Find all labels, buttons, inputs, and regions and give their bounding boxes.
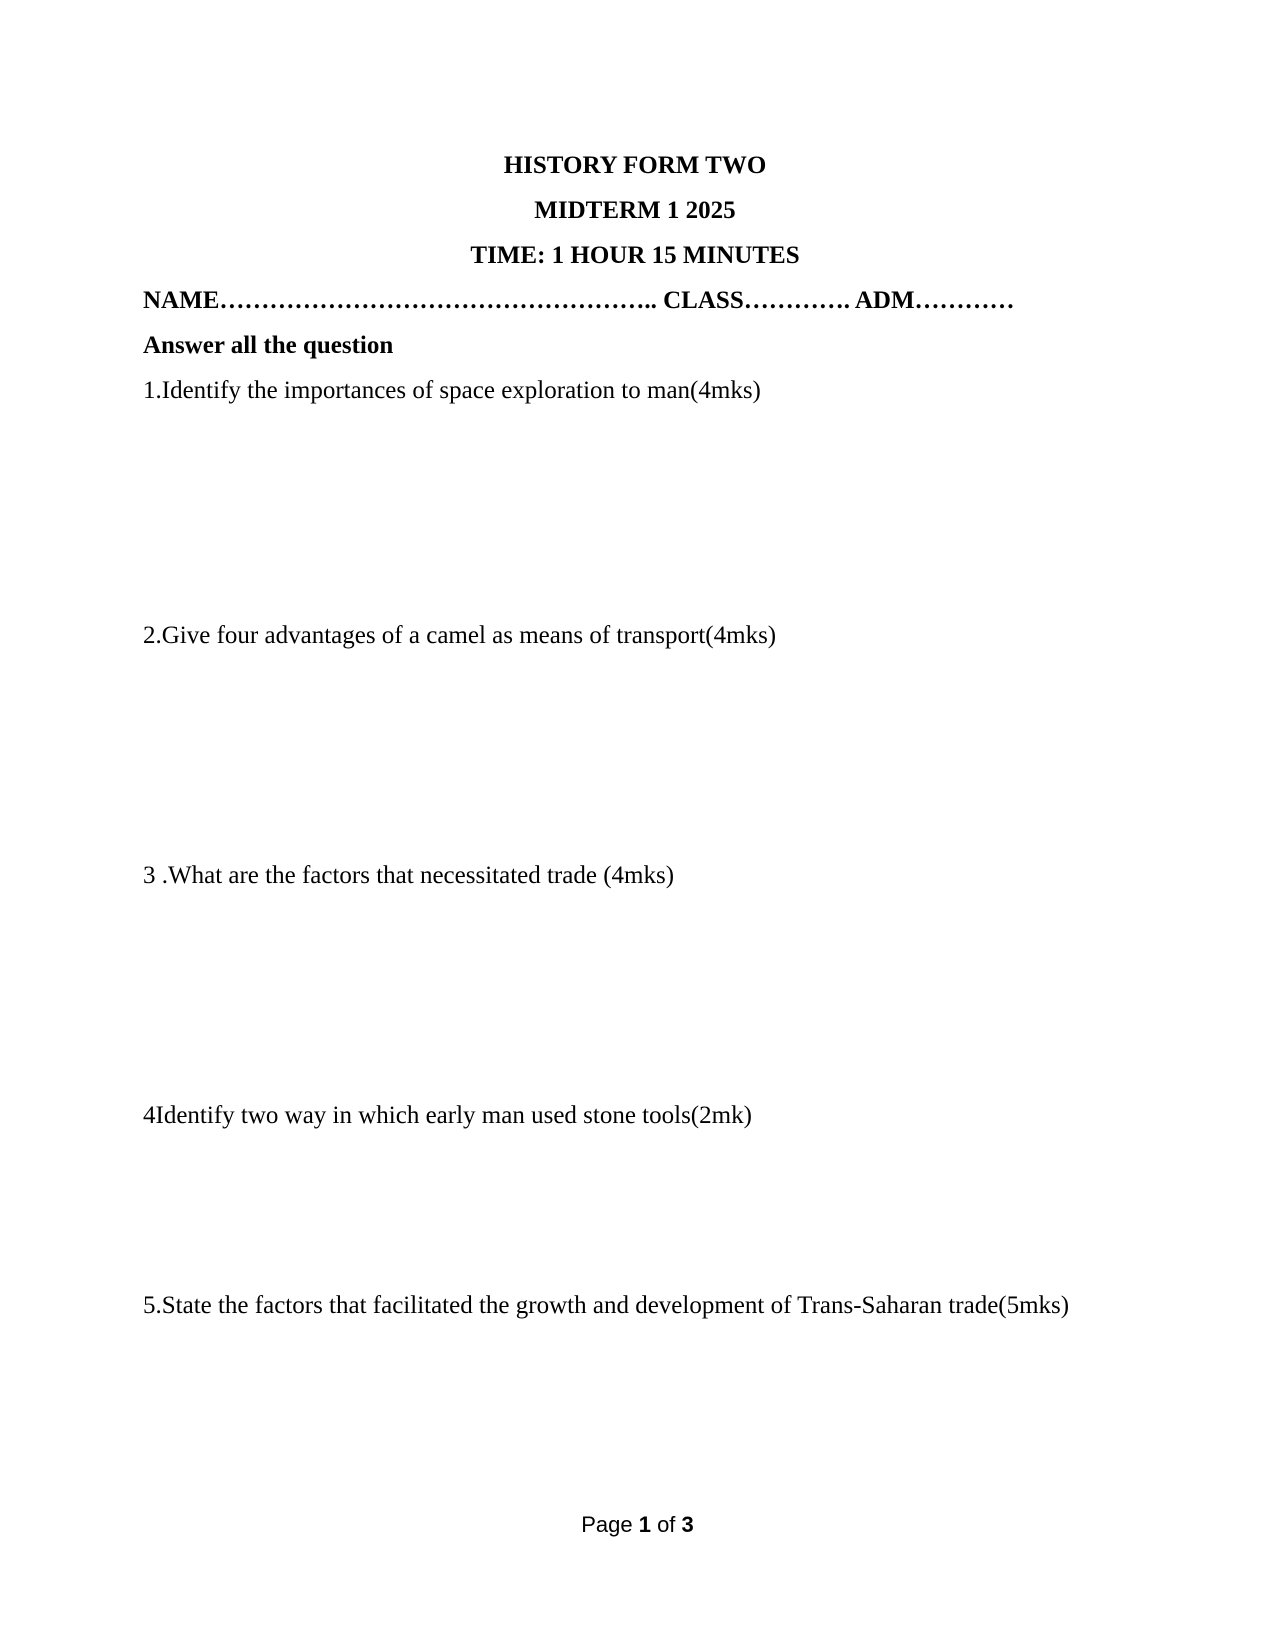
exam-term: MIDTERM 1 2025 — [534, 197, 736, 224]
student-info-line: NAME…………………………………………….. CLASS…………. ADM………… — [143, 287, 1015, 314]
footer-total-pages: 3 — [681, 1512, 694, 1537]
page-footer — [0, 1508, 1275, 1541]
exam-title: HISTORY FORM TWO — [503, 152, 767, 179]
footer-page-label: Page — [581, 1512, 639, 1537]
footer-of-label: of — [650, 1512, 682, 1537]
instructions-text: Answer all the question — [143, 332, 394, 359]
question-5: 5.State the factors that facilitated the growth and development of Trans-Saharan trade(5mks) — [143, 1292, 1070, 1319]
question-3: 3 .What are the factors that necessitated trade (4mks) — [143, 862, 675, 889]
footer-page-number: 1 — [638, 1512, 651, 1537]
question-4: 4Identify two way in which early man used stone tools(2mk) — [143, 1102, 752, 1129]
question-1: 1.Identify the importances of space exploration to man(4mks) — [143, 377, 761, 404]
exam-time-limit: TIME: 1 HOUR 15 MINUTES — [470, 242, 800, 269]
document-body — [143, 143, 1127, 1328]
question-2: 2.Give four advantages of a camel as means of transport(4mks) — [143, 622, 777, 649]
